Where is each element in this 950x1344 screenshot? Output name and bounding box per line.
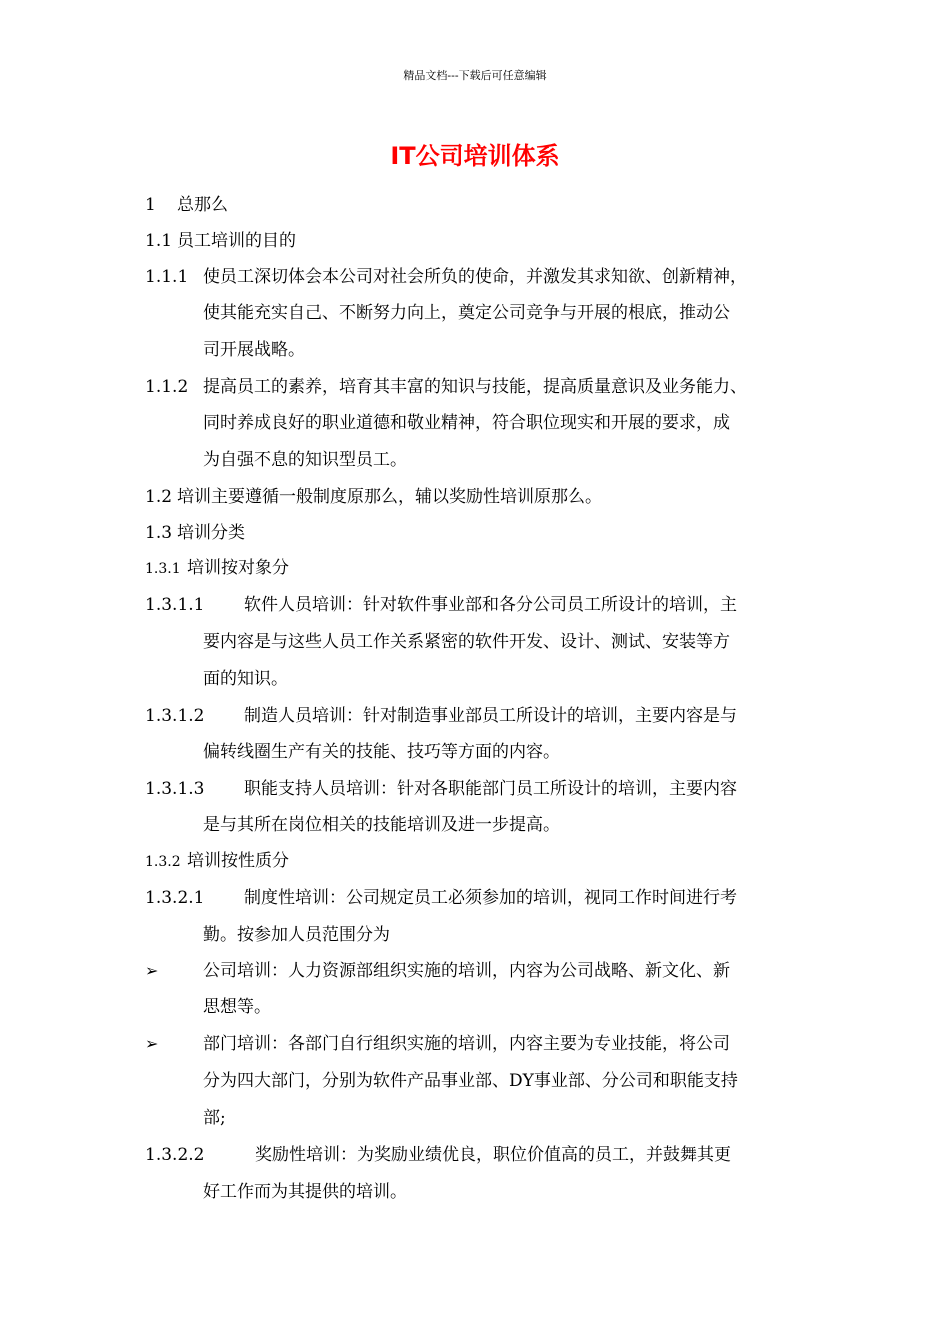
paragraph-line: 职能支持人员培训：针对各职能部门员工所设计的培训，主要内容 [244, 779, 737, 799]
paragraph-line: 为自强不息的知识型员工。 [203, 450, 407, 470]
section-1-1 [145, 229, 296, 253]
section-number: 1.3.1 [145, 561, 181, 577]
paragraph-line: 是与其所在岗位相关的技能培训及进一步提高。 [203, 815, 560, 835]
paragraph-line: 要内容是与这些人员工作关系紧密的软件开发、设计、测试、安装等方 [203, 632, 730, 652]
section-1-3-2 [145, 849, 289, 874]
section-1-3-1-1 [145, 593, 737, 617]
paragraph-line: 好工作而为其提供的培训。 [203, 1182, 407, 1202]
section-1-1-2 [145, 375, 747, 399]
section-number: 1.3.1.3 [145, 779, 205, 799]
section-number: 1.2 [145, 487, 173, 507]
section-1-1-1 [145, 265, 747, 289]
page-header-note: 精品文档---下载后可任意编辑 [403, 69, 547, 82]
paragraph-line: 司开展战略。 [203, 340, 305, 360]
paragraph-line: 培训主要遵循一般制度原那么，辅以奖励性培训原那么。 [177, 487, 602, 507]
section-number: 1.1.1 [145, 267, 189, 287]
section-number: 1.3 [145, 523, 173, 543]
bullet-arrow-icon: ➢ [145, 961, 159, 980]
paragraph-line: 制度性培训：公司规定员工必须参加的培训，视同工作时间进行考 [244, 888, 737, 908]
bullet-arrow-icon: ➢ [145, 1034, 159, 1053]
section-heading: 员工培训的目的 [177, 231, 296, 251]
bullet-item-line: 部门培训：各部门自行组织实施的培训，内容主要为专业技能，将公司 [203, 1034, 730, 1054]
paragraph-line: 奖励性培训：为奖励业绩优良，职位价值高的员工，并鼓舞其更 [255, 1145, 731, 1165]
section-number: 1.1.2 [145, 377, 189, 397]
paragraph-line: 使员工深切体会本公司对社会所负的使命，并激发其求知欲、创新精神， [203, 267, 747, 287]
section-number: 1.3.2.1 [145, 888, 205, 908]
section-number: 1.3.2.2 [145, 1145, 205, 1165]
section-heading: 总那么 [177, 195, 228, 215]
section-number: 1.3.1.2 [145, 706, 205, 726]
bullet-item-line: 公司培训：人力资源部组织实施的培训，内容为公司战略、新文化、新 [203, 961, 730, 981]
section-1-3 [145, 521, 245, 545]
section-number: 1.3.2 [145, 854, 181, 870]
document-title: IT公司培训体系 [390, 142, 560, 170]
section-number: 1.3.1.1 [145, 595, 205, 615]
bullet-item-line: 部; [203, 1108, 226, 1128]
paragraph-line: 面的知识。 [203, 669, 288, 689]
section-1 [145, 193, 228, 217]
section-number: 1.1 [145, 231, 173, 251]
paragraph-line: 制造人员培训：针对制造事业部员工所设计的培训，主要内容是与 [244, 706, 737, 726]
paragraph-line: 勤。按参加人员范围分为 [203, 925, 390, 945]
section-1-3-1 [145, 556, 289, 581]
section-1-3-2-2 [145, 1143, 731, 1167]
bullet-item-line: 思想等。 [203, 997, 271, 1017]
section-1-2 [145, 485, 602, 509]
section-heading: 培训按对象分 [187, 558, 289, 578]
paragraph-line: 软件人员培训：针对软件事业部和各分公司员工所设计的培训，主 [244, 595, 737, 615]
section-1-3-1-3 [145, 777, 737, 801]
section-1-3-1-2 [145, 704, 737, 728]
paragraph-line: 同时养成良好的职业道德和敬业精神，符合职位现实和开展的要求，成 [203, 413, 730, 433]
section-1-3-2-1 [145, 886, 737, 910]
section-number: 1 [145, 195, 156, 215]
paragraph-line: 偏转线圈生产有关的技能、技巧等方面的内容。 [203, 742, 560, 762]
paragraph-line: 使其能充实自己、不断努力向上，奠定公司竞争与开展的根底，推动公 [203, 303, 730, 323]
bullet-item-line: 分为四大部门，分别为软件产品事业部、DY事业部、分公司和职能支持 [203, 1071, 738, 1091]
section-heading: 培训分类 [177, 523, 245, 543]
paragraph-line: 提高员工的素养，培育其丰富的知识与技能，提高质量意识及业务能力、 [203, 377, 747, 397]
section-heading: 培训按性质分 [187, 851, 289, 871]
